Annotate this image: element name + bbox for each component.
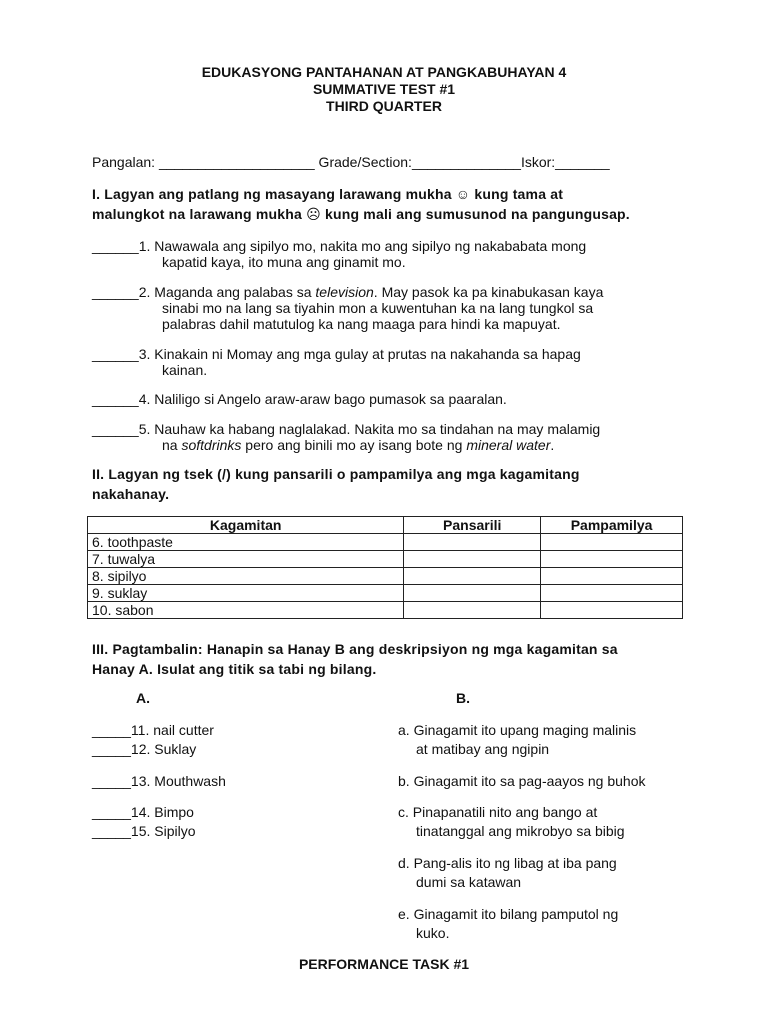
section-3-line-2: Hanay A. Isulat ang titik sa tabi ng bilang.	[92, 661, 377, 677]
item-cell: 8. sipilyo	[88, 568, 404, 585]
section-3-instructions	[92, 639, 676, 679]
description-b: b. Ginagamit ito sa pag-aayos ng buhok	[398, 773, 646, 789]
pampamilya-check-cell[interactable]	[541, 551, 683, 568]
pansarili-check-cell[interactable]	[404, 568, 541, 585]
item-cell: 10. sabon	[88, 602, 404, 619]
item-cell: 7. tuwalya	[88, 551, 404, 568]
header-subject: EDUKASYONG PANTAHANAN AT PANGKABUHAYAN 4	[201, 64, 567, 80]
answer-blank[interactable]: ______	[92, 238, 139, 254]
answer-blank[interactable]: ______	[92, 346, 139, 362]
match-item-13: _____13. Mouthwash	[92, 773, 226, 789]
section-3-line-1: III. Pagtambalin: Hanapin sa Hanay B ang deskripsiyon ng mga kagamitan sa	[92, 641, 618, 657]
match-item-14: _____14. Bimpo	[92, 804, 194, 820]
document-header	[0, 64, 768, 115]
column-header-pampamilya: Pampamilya	[541, 517, 683, 534]
table-row	[88, 551, 683, 568]
match-item-12: _____12. Suklay	[92, 741, 197, 757]
pansarili-check-cell[interactable]	[404, 585, 541, 602]
section-1-instructions	[92, 184, 676, 224]
table-row	[88, 602, 683, 619]
match-item-15: _____15. Sipilyo	[92, 823, 196, 839]
question-2: ______2. Maganda ang palabas sa television. May pasok ka pa kinabukasan kaya sinabi mo na lang sa tiyahin mon a kuwentuhan ka na lang tungkol sa palabras dahil matutulog ka nang maaga para hindi ka mapuyat.	[92, 284, 604, 332]
question-4: ______4. Naliligo si Angelo araw-araw bago pumasok sa paaralan.	[92, 391, 507, 407]
pampamilya-check-cell[interactable]	[541, 568, 683, 585]
item-cell: 9. suklay	[88, 585, 404, 602]
student-info-line: Pangalan: ____________________ Grade/Section:______________Iskor:_______	[92, 154, 610, 170]
column-a-heading: A.	[136, 690, 150, 706]
answer-blank[interactable]: ______	[92, 391, 139, 407]
description-e: e. Ginagamit ito bilang pamputol ng kuko.	[398, 906, 619, 941]
pampamilya-check-cell[interactable]	[541, 534, 683, 551]
pampamilya-check-cell[interactable]	[541, 585, 683, 602]
description-c: c. Pinapanatili nito ang bango at tinatanggal ang mikrobyo sa bibig	[398, 804, 625, 839]
section-1-line-2: malungkot na larawang mukha ☹ kung mali ang sumusunod na pangungusap.	[92, 206, 630, 222]
pansarili-check-cell[interactable]	[404, 602, 541, 619]
answer-blank[interactable]: ______	[92, 284, 139, 300]
pampamilya-check-cell[interactable]	[541, 602, 683, 619]
column-header-kagamitan: Kagamitan	[88, 517, 404, 534]
pansarili-check-cell[interactable]	[404, 534, 541, 551]
section-2-line-2: nakahanay.	[92, 486, 170, 502]
table-header-row	[88, 517, 683, 534]
question-3: ______3. Kinakain ni Momay ang mga gulay at prutas na nakahanda sa hapag kainan.	[92, 346, 581, 378]
column-b-heading: B.	[456, 690, 470, 706]
header-quarter: THIRD QUARTER	[326, 98, 442, 114]
column-header-pansarili: Pansarili	[404, 517, 541, 534]
question-1: ______1. Nawawala ang sipilyo mo, nakita mo ang sipilyo ng nakababata mong kapatid kaya, ito muna ang ginamit mo.	[92, 238, 587, 270]
item-cell: 6. toothpaste	[88, 534, 404, 551]
match-item-11: _____11. nail cutter	[92, 722, 214, 738]
section-2-instructions	[92, 464, 676, 504]
header-test: SUMMATIVE TEST #1	[312, 81, 456, 97]
kagamitan-table	[87, 516, 683, 619]
table-row	[88, 568, 683, 585]
question-5: ______5. Nauhaw ka habang naglalakad. Nakita mo sa tindahan na may malamig na softdrinks pero ang binili mo ay isang bote ng mineral water.	[92, 421, 601, 453]
table-row	[88, 534, 683, 551]
table-row	[88, 585, 683, 602]
section-2-line-1: II. Lagyan ng tsek (/) kung pansarili o pampamilya ang mga kagamitang	[92, 466, 580, 482]
description-a: a. Ginagamit ito upang maging malinis at matibay ang ngipin	[398, 722, 637, 757]
pansarili-check-cell[interactable]	[404, 551, 541, 568]
section-1-line-1: I. Lagyan ang patlang ng masayang larawang mukha ☺ kung tama at	[92, 186, 564, 202]
performance-task-heading: PERFORMANCE TASK #1	[298, 956, 470, 972]
description-d: d. Pang-alis ito ng libag at iba pang dumi sa katawan	[398, 855, 617, 890]
answer-blank[interactable]: ______	[92, 421, 139, 437]
